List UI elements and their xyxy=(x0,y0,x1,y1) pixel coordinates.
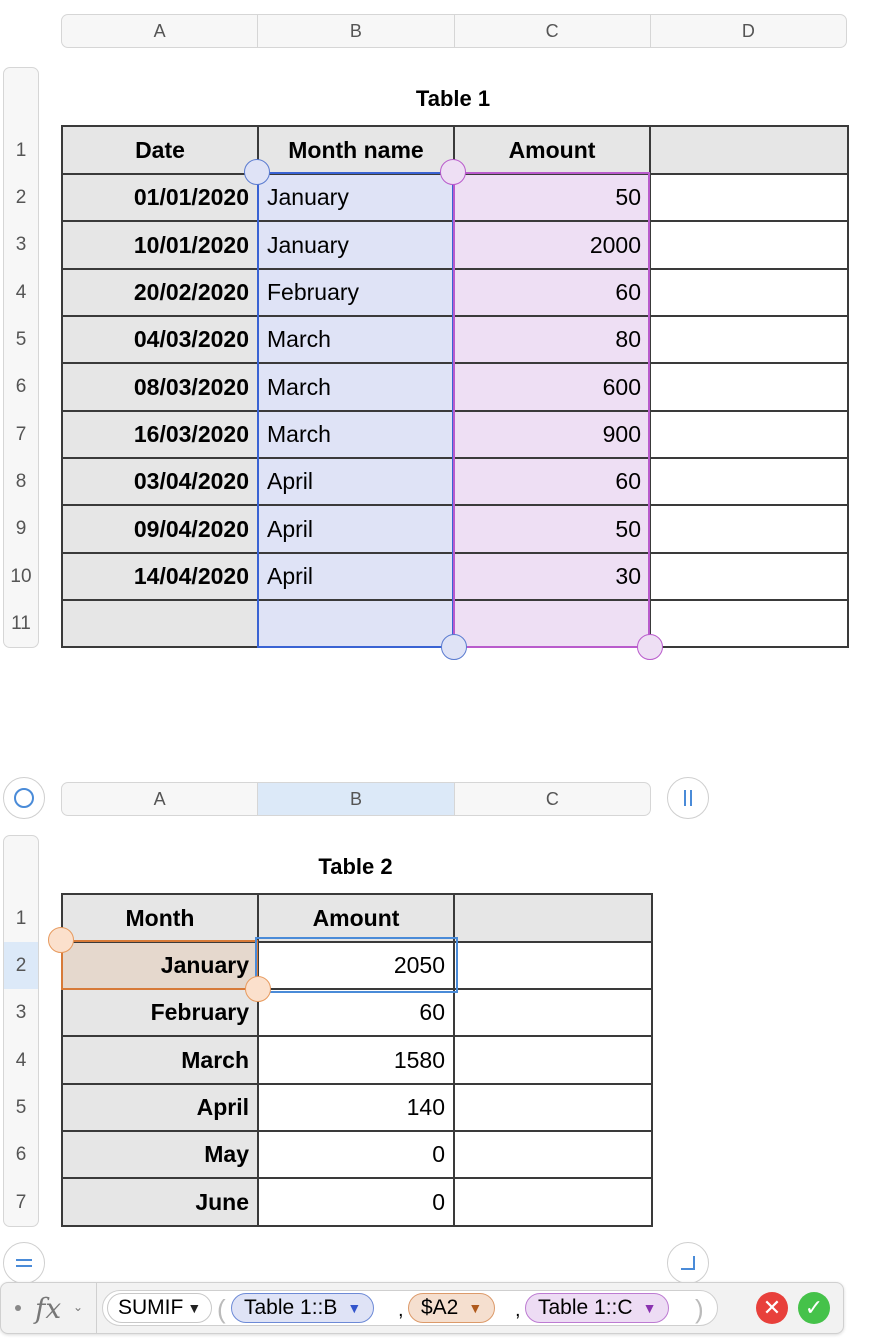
date-cell[interactable]: 20/02/2020 xyxy=(62,269,258,316)
table1-row-header[interactable]: 2 xyxy=(15,186,27,208)
table1-column-header-b[interactable]: B xyxy=(258,15,454,47)
header-cell-amount[interactable]: Amount xyxy=(258,894,454,942)
triangle-down-icon[interactable]: ▼ xyxy=(347,1300,362,1316)
month-cell[interactable]: June xyxy=(62,1178,258,1226)
month-cell[interactable]: April xyxy=(258,458,454,505)
range-handle-icon[interactable] xyxy=(244,159,270,185)
month-cell[interactable]: March xyxy=(258,411,454,458)
table-row xyxy=(62,458,848,505)
corner-handle-icon[interactable] xyxy=(667,1242,709,1284)
amount-cell[interactable] xyxy=(454,600,650,647)
table-row xyxy=(62,1084,652,1131)
range-handle-icon[interactable] xyxy=(441,634,467,660)
table-row xyxy=(62,505,848,553)
formula-editor[interactable] xyxy=(102,1290,718,1326)
table2-row-header[interactable]: 3 xyxy=(15,1002,27,1023)
month-cell[interactable]: January xyxy=(258,174,454,221)
amount-cell[interactable]: 50 xyxy=(454,174,650,221)
date-cell[interactable]: 04/03/2020 xyxy=(62,316,258,363)
column-handle-icon[interactable] xyxy=(667,777,709,819)
month-cell[interactable]: March xyxy=(62,1036,258,1084)
reference-label: Table 1::C xyxy=(538,1296,633,1319)
empty-cell[interactable] xyxy=(454,989,652,1036)
month-cell[interactable]: February xyxy=(62,989,258,1036)
month-cell[interactable]: March xyxy=(258,363,454,411)
table-row xyxy=(62,316,848,363)
date-cell[interactable]: 10/01/2020 xyxy=(62,221,258,269)
header-cell-date[interactable]: Date xyxy=(62,126,258,174)
table1-row-header[interactable]: 6 xyxy=(15,376,27,397)
amount-cell[interactable]: 600 xyxy=(454,363,650,411)
date-cell[interactable]: 09/04/2020 xyxy=(62,505,258,553)
table-header-row xyxy=(62,894,652,942)
table1-row-header[interactable]: 1 xyxy=(15,139,27,161)
amount-cell[interactable]: 0 xyxy=(258,1178,454,1226)
table2-row-header[interactable]: 6 xyxy=(15,1144,27,1165)
table2-grid xyxy=(61,893,653,1227)
empty-cell[interactable] xyxy=(650,458,848,505)
amount-cell[interactable]: 50 xyxy=(454,505,650,553)
month-cell[interactable]: January xyxy=(258,221,454,269)
empty-cell[interactable] xyxy=(650,411,848,458)
empty-cell[interactable] xyxy=(454,942,652,989)
amount-cell[interactable]: 900 xyxy=(454,411,650,458)
table-row xyxy=(62,363,848,411)
date-cell[interactable]: 08/03/2020 xyxy=(62,363,258,411)
table1-column-header-a[interactable]: A xyxy=(62,15,258,47)
table1-row-header[interactable]: 10 xyxy=(10,565,32,587)
empty-cell[interactable] xyxy=(650,553,848,600)
table2-column-header-a[interactable]: A xyxy=(62,783,258,815)
table1-row-header[interactable]: 11 xyxy=(11,612,31,634)
table1-grid xyxy=(61,125,849,648)
date-cell[interactable]: 01/01/2020 xyxy=(62,174,258,221)
table2-column-header-b[interactable]: B xyxy=(258,783,454,815)
header-cell-amount[interactable]: Amount xyxy=(454,126,650,174)
empty-cell[interactable] xyxy=(650,600,848,647)
header-cell-c[interactable] xyxy=(454,894,652,942)
amount-cell[interactable]: 80 xyxy=(454,316,650,363)
table-row xyxy=(62,553,848,600)
empty-cell[interactable] xyxy=(650,363,848,411)
table2-row-header-bar[interactable] xyxy=(3,835,39,1227)
amount-cell[interactable]: 140 xyxy=(258,1084,454,1131)
empty-cell[interactable] xyxy=(650,174,848,221)
table-row xyxy=(62,1178,652,1226)
date-cell[interactable]: 16/03/2020 xyxy=(62,411,258,458)
close-paren: ) xyxy=(695,1294,704,1324)
table-row xyxy=(62,989,652,1036)
header-cell-month-name[interactable]: Month name xyxy=(258,126,454,174)
date-cell[interactable]: 14/04/2020 xyxy=(62,553,258,600)
table2-column-header-c[interactable]: C xyxy=(545,788,559,809)
table1-column-header-c[interactable]: C xyxy=(455,15,651,47)
month-cell[interactable]: May xyxy=(62,1131,258,1178)
empty-cell[interactable] xyxy=(650,316,848,363)
amount-cell[interactable]: 1580 xyxy=(258,1036,454,1084)
table1-row-header-bar[interactable] xyxy=(3,67,39,648)
fx-icon[interactable]: fx xyxy=(35,1292,62,1325)
table-row xyxy=(62,411,848,458)
table-row xyxy=(62,942,652,989)
amount-cell[interactable]: 60 xyxy=(258,989,454,1036)
x-icon[interactable]: ✕ xyxy=(756,1292,788,1324)
empty-cell[interactable] xyxy=(454,1036,652,1084)
triangle-down-icon[interactable]: ▼ xyxy=(642,1300,657,1316)
row-handle-icon[interactable] xyxy=(3,1242,45,1284)
function-token[interactable] xyxy=(107,1293,212,1323)
triangle-down-icon[interactable]: ▼ xyxy=(187,1300,202,1316)
amount-cell[interactable]: 2000 xyxy=(454,221,650,269)
date-cell[interactable]: 03/04/2020 xyxy=(62,458,258,505)
table1-column-header-bar[interactable] xyxy=(61,14,847,48)
table-row xyxy=(62,269,848,316)
table2-row-header[interactable]: 1 xyxy=(15,907,27,929)
table2-column-header-bar[interactable] xyxy=(61,782,651,816)
range-handle-icon[interactable] xyxy=(245,976,271,1002)
range-handle-icon[interactable] xyxy=(637,634,663,660)
table2-row-header[interactable]: 5 xyxy=(15,1096,27,1118)
month-cell[interactable]: April xyxy=(62,1084,258,1131)
header-cell-d[interactable] xyxy=(650,126,848,174)
month-cell[interactable]: April xyxy=(258,553,454,600)
reference-label: Table 1::B xyxy=(244,1296,338,1319)
amount-cell[interactable]: 0 xyxy=(258,1131,454,1178)
empty-cell[interactable] xyxy=(650,221,848,269)
triangle-down-icon[interactable]: ▼ xyxy=(468,1300,483,1316)
table1-row-header[interactable]: 9 xyxy=(15,518,27,539)
empty-cell[interactable] xyxy=(454,1084,652,1131)
open-paren: ( xyxy=(217,1294,226,1324)
table1-row-header[interactable]: 4 xyxy=(15,281,27,303)
range-handle-icon[interactable] xyxy=(440,159,466,185)
reference-token-table1-c[interactable] xyxy=(525,1293,669,1323)
amount-cell[interactable]: 60 xyxy=(454,458,650,505)
argument-separator: , xyxy=(398,1299,404,1321)
table1-title[interactable]: Table 1 xyxy=(415,86,491,111)
amount-cell[interactable]: 30 xyxy=(454,553,650,600)
month-cell[interactable]: April xyxy=(258,505,454,553)
function-name: SUMIF xyxy=(118,1296,184,1319)
table1-row-header[interactable]: 5 xyxy=(15,328,27,350)
table-row xyxy=(62,1036,652,1084)
table1-row-header[interactable]: 7 xyxy=(15,423,27,445)
month-cell[interactable]: January xyxy=(62,942,258,989)
header-cell-month[interactable]: Month xyxy=(62,894,258,942)
month-cell[interactable]: February xyxy=(258,269,454,316)
amount-cell-selected[interactable]: 2050 xyxy=(258,942,454,989)
formula-bar xyxy=(0,1282,844,1334)
table2-title[interactable]: Table 2 xyxy=(318,854,393,879)
reference-token-table1-b[interactable] xyxy=(231,1293,374,1323)
checkmark-icon[interactable]: ✓ xyxy=(798,1292,830,1324)
divider xyxy=(96,1283,97,1333)
circle-icon[interactable] xyxy=(3,777,45,819)
reference-label: $A2 xyxy=(421,1296,459,1319)
argument-separator: , xyxy=(515,1299,521,1321)
table1-row-header[interactable]: 3 xyxy=(15,234,27,255)
amount-cell[interactable]: 60 xyxy=(454,269,650,316)
date-cell[interactable] xyxy=(62,600,258,647)
table2-row-header[interactable]: 7 xyxy=(15,1191,27,1213)
table-row xyxy=(62,1131,652,1178)
table1-column-header-d[interactable]: D xyxy=(741,20,755,41)
reference-token-a2[interactable] xyxy=(408,1293,495,1323)
empty-cell[interactable] xyxy=(650,505,848,553)
chevron-down-icon[interactable]: ⌄ xyxy=(73,1300,84,1314)
month-cell[interactable] xyxy=(258,600,454,647)
table2-row-header[interactable]: 4 xyxy=(15,1049,27,1071)
empty-cell[interactable] xyxy=(650,269,848,316)
range-handle-icon[interactable] xyxy=(48,927,74,953)
empty-cell[interactable] xyxy=(454,1131,652,1178)
empty-cell[interactable] xyxy=(454,1178,652,1226)
month-cell[interactable]: March xyxy=(258,316,454,363)
drag-dot-icon xyxy=(15,1305,21,1311)
table-row xyxy=(62,221,848,269)
table2-row-header[interactable]: 2 xyxy=(4,942,38,989)
table1-row-header[interactable]: 8 xyxy=(15,470,27,492)
